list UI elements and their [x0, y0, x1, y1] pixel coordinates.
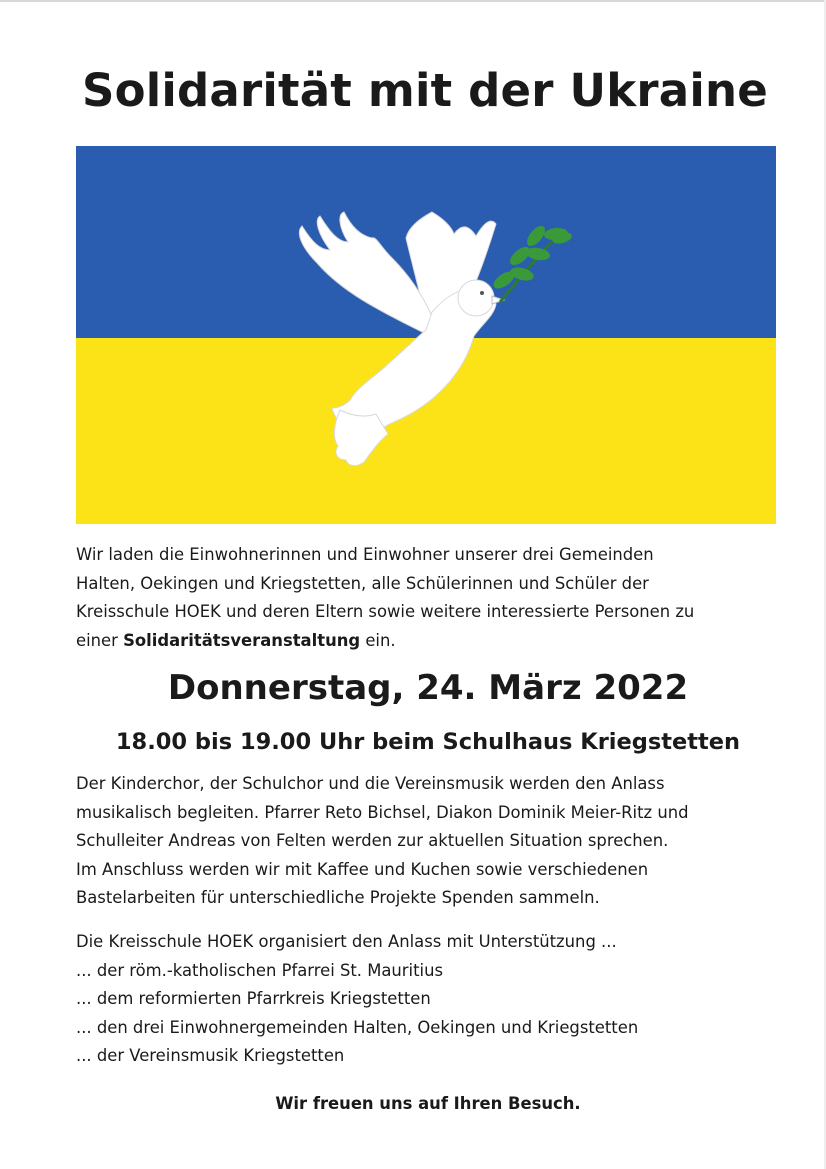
- supporter-item: ... der Vereinsmusik Kriegstetten: [76, 1046, 345, 1065]
- intro-prefix: einer: [76, 630, 124, 650]
- intro-suffix: ein.: [360, 630, 396, 650]
- intro-line-last: [76, 627, 776, 656]
- event-type-highlight: Solidaritätsveranstaltung: [123, 630, 361, 650]
- supporters-list: [76, 928, 776, 1071]
- program-description: [76, 770, 776, 913]
- flag-with-dove-graphic: [76, 146, 776, 524]
- description-line: musikalisch begleiten. Pfarrer Reto Bichsel, Diakon Dominik Meier-Ritz und: [76, 802, 689, 822]
- scan-edge: [0, 0, 826, 2]
- description-line: Bastelarbeiten für unterschiedliche Projekte Spenden sammeln.: [76, 888, 600, 907]
- invitation-paragraph: [76, 541, 776, 655]
- supporters-intro: Die Kreisschule HOEK organisiert den Anlass mit Unterstützung ...: [76, 932, 617, 951]
- intro-line: Wir laden die Einwohnerinnen und Einwohner unserer drei Gemeinden: [76, 545, 654, 564]
- page-title: Solidarität mit der Ukraine: [82, 64, 768, 117]
- description-line: Der Kinderchor, der Schulchor und die Vereinsmusik werden den Anlass: [76, 774, 665, 793]
- supporter-item: ... der röm.-katholischen Pfarrei St. Mauritius: [76, 960, 443, 980]
- intro-line: Halten, Oekingen und Kriegstetten, alle Schülerinnen und Schüler der: [76, 573, 649, 593]
- ukraine-flag-image: [76, 146, 776, 524]
- event-date: Donnerstag, 24. März 2022: [167, 668, 689, 708]
- description-line: Im Anschluss werden wir mit Kaffee und Kuchen sowie verschiedenen: [76, 859, 649, 879]
- description-line: Schulleiter Andreas von Felten werden zur aktuellen Situation sprechen.: [76, 831, 669, 850]
- event-time-location: 18.00 bis 19.00 Uhr beim Schulhaus Kriegstetten: [115, 729, 741, 755]
- closing-line: Wir freuen uns auf Ihren Besuch.: [275, 1094, 581, 1113]
- supporter-item: ... den drei Einwohnergemeinden Halten, Oekingen und Kriegstetten: [76, 1017, 639, 1037]
- supporter-item: ... dem reformierten Pfarrkreis Kriegstetten: [76, 989, 431, 1008]
- intro-line: Kreisschule HOEK und deren Eltern sowie weitere interessierte Personen zu: [76, 602, 695, 621]
